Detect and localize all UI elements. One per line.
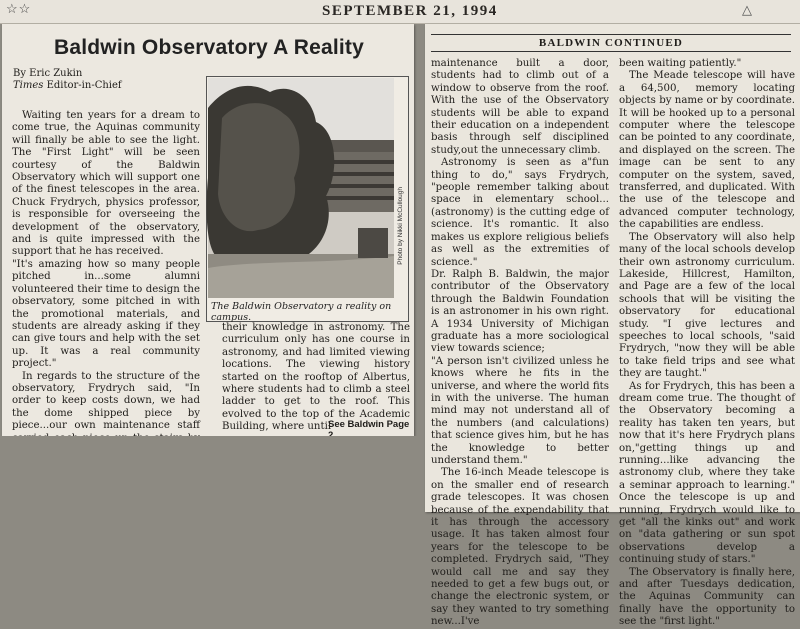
byline-author: By Eric Zukin [13, 68, 83, 79]
page-corner-icon: △ [742, 3, 752, 18]
byline-credit [13, 80, 122, 92]
paragraph: maintenance built a door, students had to climb out of a window to observe from the roof. With the use of the Observatory students will be able to expand their education on a independent basis through self disciplined study,out the unnecessary climb. [431, 58, 609, 156]
continued-on-page-link: See Baldwin Page [328, 419, 410, 430]
paragraph: As for Frydrych, this has been a dream come true. The thought of the Observatory becoming a reality has taken ten years, but now that it's here Frydrych plans on,"getting things up and running...like advancing the astronomy club, where they take a seminar approach to learning." Once the telescope is up and running, Frydrych would like to get "all the kinks out" and work on "data gathering or sun spot observations develop a continuing study of stars." [619, 380, 795, 566]
paragraph: "It's amazing how so many people pitched in...some alumni volunteered their time to design the observatory, some pitched in with the promotional materials, and students are already asking if they can give tours and help with the set up. It was a real community project." [12, 258, 200, 370]
byline-role: Editor-in-Chief [43, 80, 122, 91]
photo-caption: The Baldwin Observatory a reality on campus. [211, 301, 392, 323]
photo-credit: Photo by Nikki McCullough [397, 187, 404, 265]
table-surface [0, 436, 422, 512]
paragraph: Dr. Ralph B. Baldwin, the major contributor of the Observatory through the Baldwin Foundation is an astronomer in his own right. A 1934 University of Michigan graduate has a more sociological view towards science; [431, 268, 609, 355]
observatory-photo [208, 78, 394, 298]
continued-heading: BALDWIN CONTINUED [431, 34, 791, 52]
paragraph: The 16-inch Meade telescope is on the smaller end of research grade telescopes. It was chosen because of the expendability that it has through the accessory usage. It has taken almost four years for the telescope to be completed. Frydrych said, "They would call me and say they needed to get a few bugs out, or change the electronic system, or say they wanted to try something new...I've [431, 467, 609, 628]
paragraph: "A person isn't civilized unless he knows where he fits in the universe, and where the world fits in with the universe. The human mind may not understand all of the numbers (and calculations) that science gives him, but he has the knowledge to better understand them." [431, 355, 609, 466]
front-article-clipping [2, 24, 414, 436]
continued-column-2 [619, 58, 795, 629]
newspaper-header-strip [0, 0, 800, 24]
paragraph: Waiting ten years for a dream to come true, the Aquinas community will finally be able to see the light. The "First Light" will be seen courtesy of the Baldwin Observatory which will support one of the finest telescopes in the area. Chuck Frydrych, physics professor, is responsible for overseeing the development of the observatory, and is quite impressed with the support that he has received. [12, 110, 200, 258]
article-column-2 [222, 322, 410, 434]
star-ornament-icon: ☆☆ [6, 2, 32, 17]
continued-article-clipping [425, 24, 800, 628]
paragraph: In regards to the structure of the observatory, Frydrych said, "In order to keep costs down, we had the dome shipped piece by piece...our own maintenance staff [12, 370, 200, 432]
paragraph: The Meade telescope will have a 64,500, memory locating objects by name or by coordinate. It will be hooked up to a personal computer where the telescope can be pointed to any coordinate, and displayed on the screen. The image can be sent to any computer on the system, saved, transferred, and duplicated. With the use of the telescope and advanced computer technology, the capabilities are endless. [619, 70, 795, 231]
paragraph: their knowledge in astronomy. The curriculum only has one course in astronomy, and had limited viewing locations. The viewing history started on the rooftop of Albertus, where students had to climb a steel ladder to get to the roof. This evolved to the top of the Academic Building, where until [222, 322, 410, 433]
byline-publication: Times [13, 80, 44, 91]
byline [13, 68, 122, 92]
paragraph: The Observatory will also help many of the local schools develop their own astronomy curriculum. Lakeside, Hillcrest, Hamilton, and Page are a few of the local schools that will be visiting the observatory for educational study. "I give lectures and speeches to local schools, "said Frydrych, "now they will be able to take field trips and see what they are taught." [619, 231, 795, 380]
observatory-photo-image [208, 78, 394, 298]
issue-date: SEPTEMBER 21, 1994 [322, 3, 498, 19]
photo-frame [206, 76, 409, 322]
article-headline: Baldwin Observatory A Reality [53, 36, 364, 59]
continued-column-1 [431, 58, 609, 629]
paragraph: The Observatory is finally here, and after Tuesdays dedication, the Aquinas Community can finally have the opportunity to see the "first light." [619, 566, 795, 628]
paragraph: Astronomy is seen as a"fun thing to do," says Frydrych, "people remember talking about space in elementary school...(astronomy) is the cutting edge of science. It's romantic. It also makes us explore religious beliefs as well as the extremities of science." [431, 157, 609, 268]
paragraph: been waiting patiently." [619, 58, 742, 69]
